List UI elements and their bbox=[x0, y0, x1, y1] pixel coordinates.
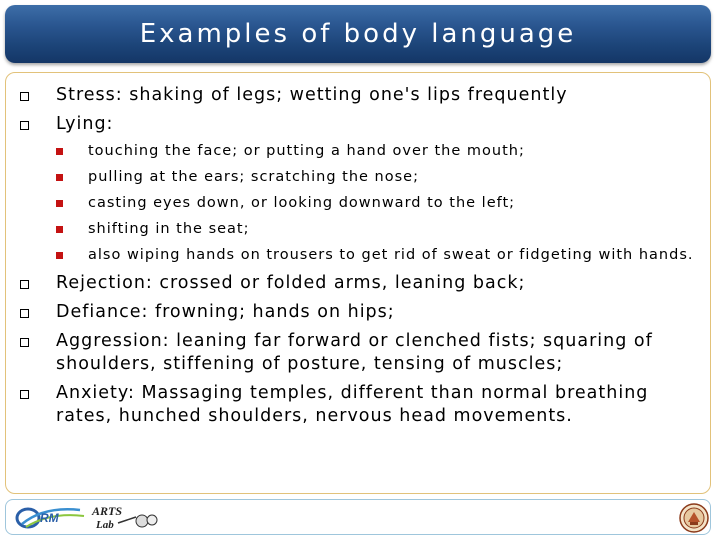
hollow-square-bullet-icon bbox=[20, 121, 29, 130]
red-square-bullet-icon bbox=[56, 252, 63, 259]
item-text: crossed or folded arms, leaning back; bbox=[152, 273, 526, 293]
hollow-square-bullet-icon bbox=[20, 309, 29, 318]
item-text: frowning; hands on hips; bbox=[148, 302, 395, 322]
list-item-anxiety bbox=[20, 382, 700, 428]
list-item-stress bbox=[20, 84, 700, 107]
sub-item-text: pulling at the ears; scratching the nose; bbox=[88, 169, 419, 185]
slide-title: Examples of body language bbox=[139, 19, 577, 49]
arts-lab-logo-icon bbox=[90, 503, 160, 531]
footer-bar bbox=[5, 499, 711, 535]
item-text: Massaging temples, different than normal breathing rates, hunched shoulders, nervous head movements. bbox=[56, 383, 649, 426]
sub-list-item bbox=[54, 140, 700, 162]
hollow-square-bullet-icon bbox=[20, 338, 29, 347]
item-label: Defiance: bbox=[56, 302, 149, 322]
list-item-aggression bbox=[20, 330, 700, 376]
orm-logo-icon bbox=[14, 504, 86, 530]
bullet-list bbox=[20, 84, 700, 428]
item-label: Lying: bbox=[56, 114, 114, 134]
svg-text:ARTS: ARTS bbox=[92, 504, 123, 518]
title-bar bbox=[5, 5, 711, 63]
sub-list-item bbox=[54, 244, 700, 266]
red-square-bullet-icon bbox=[56, 174, 63, 181]
red-square-bullet-icon bbox=[56, 200, 63, 207]
item-text: shaking of legs; wetting one's lips frequently bbox=[122, 85, 568, 105]
item-text: leaning far forward or clenched fists; squaring of shoulders, stiffening of posture, tensing of muscles; bbox=[56, 331, 653, 374]
item-label: Aggression: bbox=[56, 331, 170, 351]
item-label: Anxiety: bbox=[56, 383, 135, 403]
list-item-rejection bbox=[20, 272, 700, 295]
sub-list-item bbox=[54, 166, 700, 188]
svg-text:Lab: Lab bbox=[96, 519, 114, 531]
sub-item-text: shifting in the seat; bbox=[88, 221, 250, 237]
hollow-square-bullet-icon bbox=[20, 390, 29, 399]
red-square-bullet-icon bbox=[56, 148, 63, 155]
hollow-square-bullet-icon bbox=[20, 280, 29, 289]
sub-item-text: casting eyes down, or looking downward to the left; bbox=[88, 195, 516, 211]
sub-item-text: touching the face; or putting a hand over the mouth; bbox=[88, 143, 525, 159]
red-square-bullet-icon bbox=[56, 226, 63, 233]
svg-text:RM: RM bbox=[40, 511, 59, 525]
item-label: Rejection: bbox=[56, 273, 153, 293]
list-item-defiance bbox=[20, 301, 700, 324]
list-item-lying bbox=[20, 113, 700, 266]
lying-sublist bbox=[56, 140, 700, 266]
item-label: Stress: bbox=[56, 85, 123, 105]
sub-item-text: also wiping hands on trousers to get rid of sweat or fidgeting with hands. bbox=[88, 247, 694, 263]
sub-list-item bbox=[54, 192, 700, 214]
sub-list-item bbox=[54, 218, 700, 240]
university-seal-icon bbox=[679, 503, 709, 533]
hollow-square-bullet-icon bbox=[20, 92, 29, 101]
